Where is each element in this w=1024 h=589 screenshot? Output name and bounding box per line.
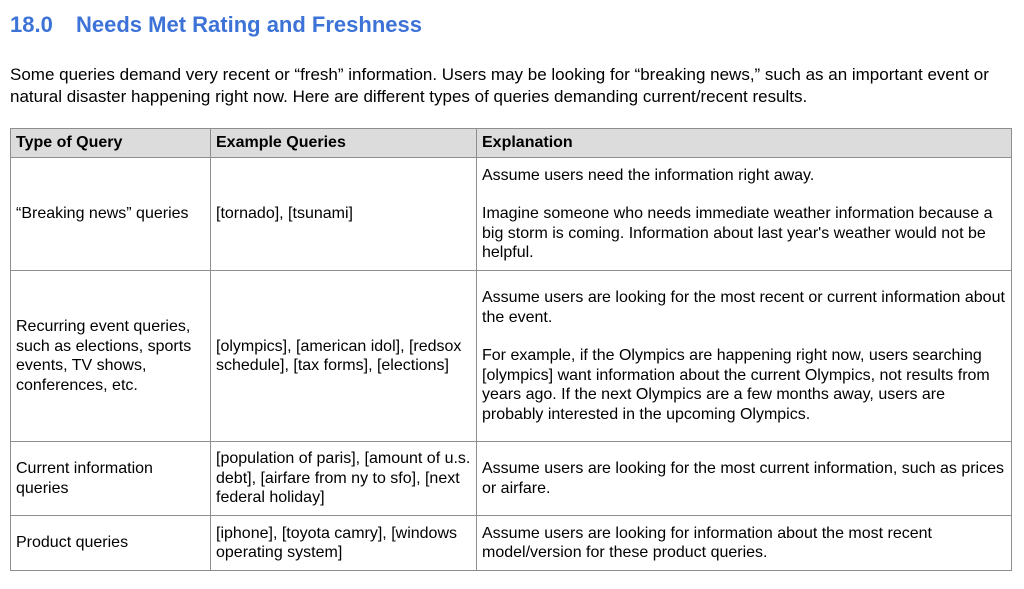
section-heading — [10, 12, 422, 38]
explanation-paragraph: For example, if the Olympics are happening right now, users searching [olympics] want information about the current Olympics, not results from years ago. If the next Olympics are a few months away, users are probably interested in the upcoming Olympics. — [482, 347, 990, 423]
explanation-cell — [477, 271, 1012, 442]
header-type-of-query: Type of Query — [11, 129, 211, 158]
example-queries-cell: [olympics], [american idol], [redsox schedule], [tax forms], [elections] — [211, 271, 477, 442]
table-row — [11, 516, 1012, 571]
explanation-cell — [477, 158, 1012, 271]
query-type-cell: Current information queries — [11, 442, 211, 516]
query-type-cell: Product queries — [11, 516, 211, 571]
explanation-paragraph: Imagine someone who needs immediate weather information because a big storm is coming. Information about last year's weather would not be helpful. — [482, 205, 993, 261]
section-number: 18.0 — [10, 12, 53, 37]
table-row — [11, 271, 1012, 442]
explanation-paragraph: Assume users are looking for information about the most recent model/version for these product queries. — [482, 524, 932, 561]
explanation-cell — [477, 442, 1012, 516]
section-title: Needs Met Rating and Freshness — [76, 12, 422, 37]
query-types-table — [10, 128, 1012, 571]
table-row — [11, 158, 1012, 271]
intro-paragraph: Some queries demand very recent or “fresh” information. Users may be looking for “breaking news,” such as an important event or natural disaster happening right now. Here are different types of queries demanding current/recent results. — [10, 65, 989, 106]
explanation-paragraph: Assume users need the information right away. — [482, 166, 815, 184]
example-queries-cell: [tornado], [tsunami] — [211, 158, 477, 271]
header-explanation: Explanation — [477, 129, 1012, 158]
table-header-row — [11, 129, 1012, 158]
table-row — [11, 442, 1012, 516]
example-queries-cell: [population of paris], [amount of u.s. debt], [airfare from ny to sfo], [next federal holiday] — [211, 442, 477, 516]
query-type-cell: “Breaking news” queries — [11, 158, 211, 271]
explanation-cell — [477, 516, 1012, 571]
explanation-paragraph: Assume users are looking for the most recent or current information about the event. — [482, 289, 1005, 326]
query-type-cell: Recurring event queries, such as elections, sports events, TV shows, conferences, etc. — [11, 271, 211, 442]
example-queries-cell: [iphone], [toyota camry], [windows operating system] — [211, 516, 477, 571]
explanation-paragraph: Assume users are looking for the most current information, such as prices or airfare. — [482, 460, 1004, 497]
header-example-queries: Example Queries — [211, 129, 477, 158]
